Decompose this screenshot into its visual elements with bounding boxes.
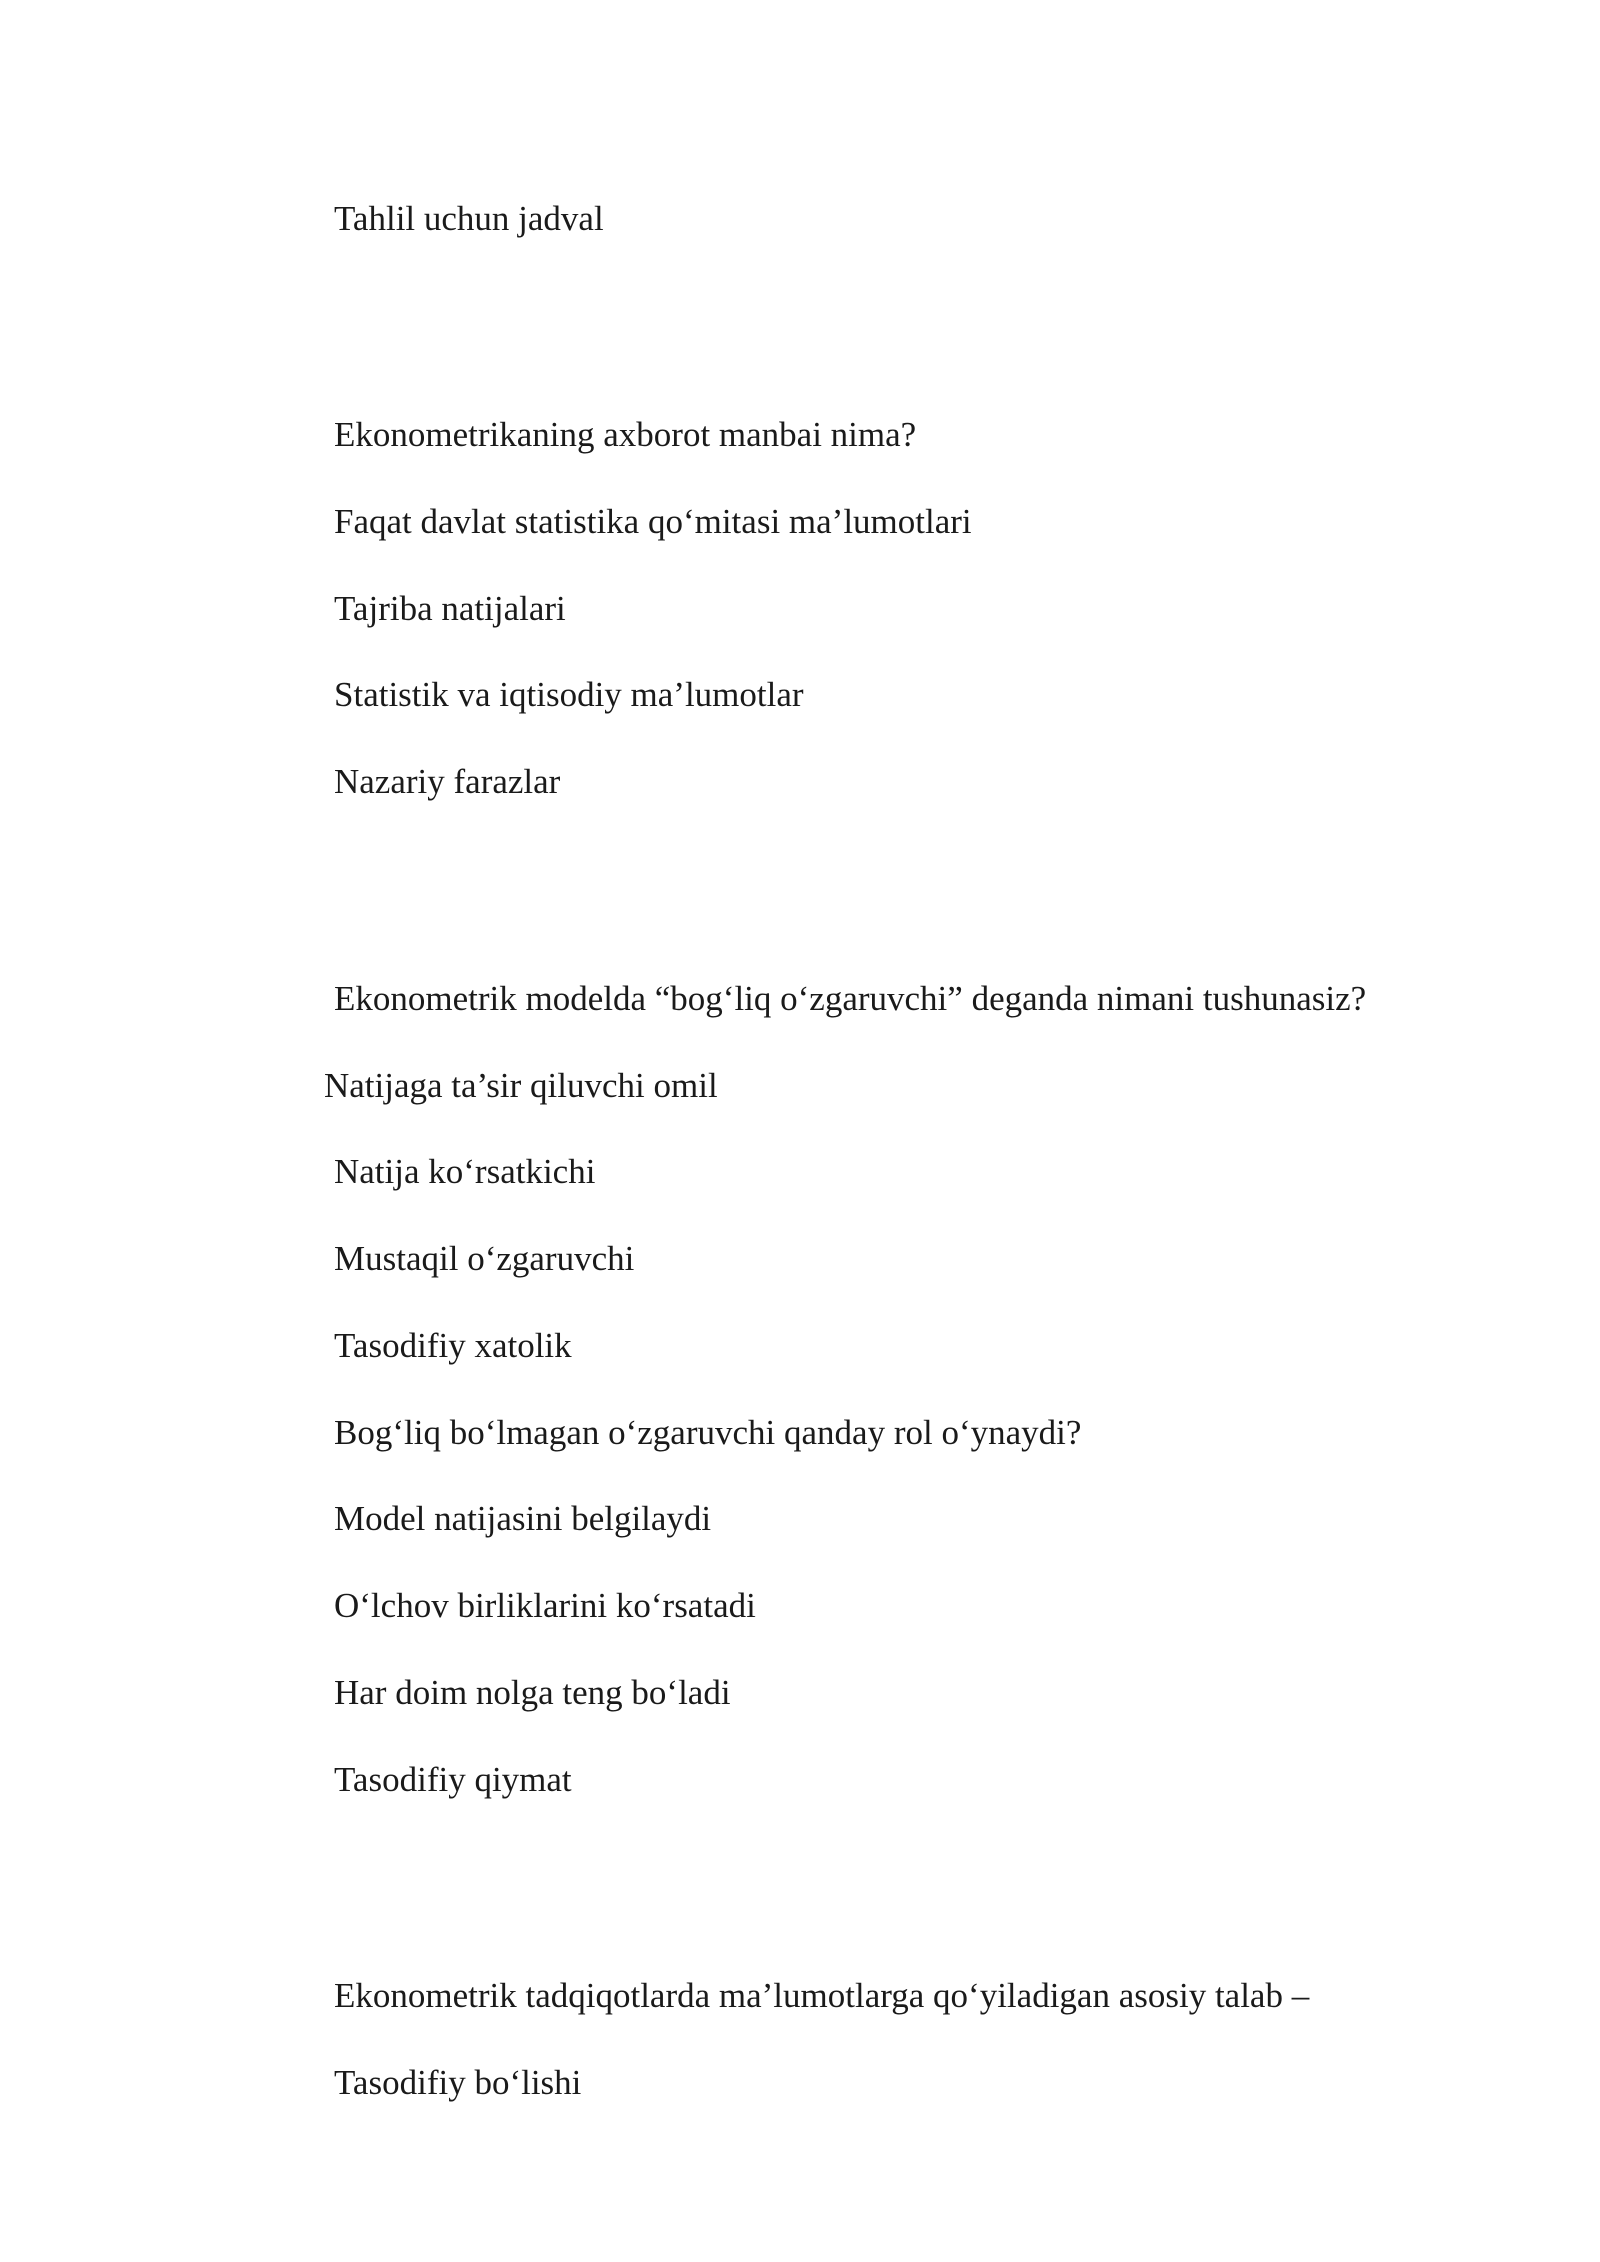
question-text: Ekonometrik modelda “bog‘liq o‘zgaruvchi” deganda nimani tushunasiz? bbox=[334, 979, 1367, 1018]
answer-option: Natija ko‘rsatkichi bbox=[334, 1152, 596, 1191]
answer-option: Faqat davlat statistika qo‘mitasi ma’lumotlari bbox=[334, 502, 972, 541]
answer-option: Statistik va iqtisodiy ma’lumotlar bbox=[334, 675, 804, 714]
text-line: Tahlil uchun jadval bbox=[334, 199, 604, 238]
answer-option: Nazariy farazlar bbox=[334, 762, 561, 801]
question-text: Ekonometrikaning axborot manbai nima? bbox=[334, 415, 917, 454]
question-text: Ekonometrik tadqiqotlarda ma’lumotlarga qo‘yiladigan asosiy talab – bbox=[334, 1976, 1310, 2015]
answer-option: Tasodifiy qiymat bbox=[334, 1760, 572, 1799]
question-text: Bog‘liq bo‘lmagan o‘zgaruvchi qanday rol o‘ynaydi? bbox=[334, 1413, 1082, 1452]
answer-option: Mustaqil o‘zgaruvchi bbox=[334, 1239, 635, 1278]
answer-option: Model natijasini belgilaydi bbox=[334, 1499, 712, 1538]
answer-option: Tasodifiy bo‘lishi bbox=[334, 2063, 582, 2102]
answer-option: Natijaga ta’sir qiluvchi omil bbox=[324, 1066, 718, 1105]
answer-option: Tasodifiy xatolik bbox=[334, 1326, 572, 1365]
answer-option: Tajriba natijalari bbox=[334, 589, 566, 628]
answer-option: O‘lchov birliklarini ko‘rsatadi bbox=[334, 1586, 756, 1625]
answer-option: Har doim nolga teng bo‘ladi bbox=[334, 1673, 731, 1712]
